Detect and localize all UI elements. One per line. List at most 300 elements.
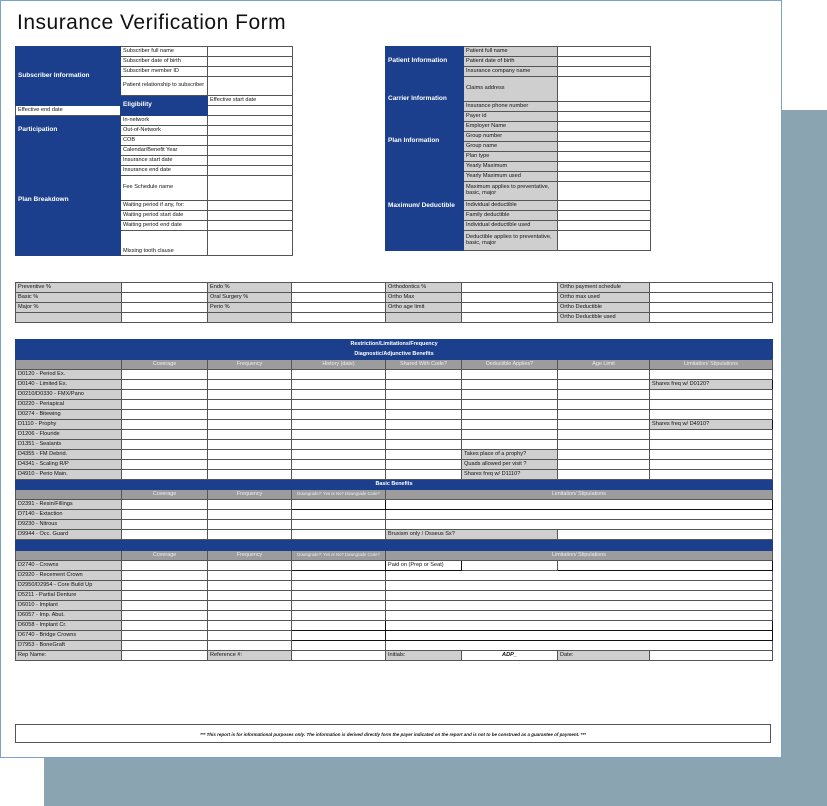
cell-value[interactable]: [208, 520, 292, 530]
pct-label: Major %: [16, 303, 122, 313]
pct-value[interactable]: [650, 303, 773, 313]
field-label: Waiting period start date: [121, 211, 208, 221]
field-value[interactable]: [208, 47, 293, 57]
cell-value[interactable]: [208, 581, 292, 591]
col-header: Coverage: [122, 551, 208, 561]
cell-value[interactable]: [122, 410, 208, 420]
pct-value[interactable]: [462, 293, 558, 303]
eligibility-header: Eligibility: [121, 96, 208, 116]
field-label: Patient date of birth: [464, 57, 558, 67]
cell-value[interactable]: [122, 581, 208, 591]
field-value[interactable]: [208, 231, 293, 256]
limitation-note: Bruxism only / Osseus Sx?: [386, 530, 558, 540]
col-header: Limitation/ Stipulations: [386, 551, 773, 561]
initials-field[interactable]: ADP_: [462, 651, 558, 661]
field-label: Missing tooth clause: [121, 231, 208, 256]
field-value[interactable]: [558, 102, 651, 112]
procedure-code: D1206 - Flouride: [16, 430, 122, 440]
table-row: [16, 611, 773, 621]
col-header: Shared With Code?: [386, 360, 462, 370]
col-header: Frequency: [208, 490, 292, 500]
table-row: [16, 430, 773, 440]
table-row: [16, 631, 773, 641]
table-row: [16, 510, 773, 520]
cell-value[interactable]: [292, 460, 386, 470]
table-row: [16, 440, 773, 450]
cell-value[interactable]: [208, 631, 292, 641]
pct-value[interactable]: [292, 303, 386, 313]
downgrade-cell[interactable]: [292, 561, 386, 571]
col-header: Frequency: [208, 551, 292, 561]
downgrade-cell[interactable]: [292, 581, 386, 591]
downgrade-cell[interactable]: [292, 510, 386, 520]
pct-label: Orthodontics %: [386, 283, 462, 293]
cell-value[interactable]: [208, 641, 292, 651]
cell-value[interactable]: [462, 420, 558, 430]
cell-value: Quads allowed per visit ?: [462, 460, 558, 470]
limitation-cell: Shares freq w/ D0120?: [650, 380, 773, 390]
pct-value[interactable]: [650, 313, 773, 323]
procedure-code: D2920 - Recement Crown: [16, 571, 122, 581]
field-value[interactable]: [208, 211, 293, 221]
cell-value[interactable]: [462, 400, 558, 410]
benefits-table: [15, 339, 773, 661]
cell-value[interactable]: [208, 390, 292, 400]
table-row: [16, 460, 773, 470]
cell-value[interactable]: [122, 601, 208, 611]
field-label: Plan type: [464, 152, 558, 162]
field-value[interactable]: [558, 182, 651, 201]
pct-value[interactable]: [650, 293, 773, 303]
cell-value[interactable]: [208, 500, 292, 510]
field-label: In-network: [121, 116, 208, 126]
percent-table: [15, 282, 773, 323]
limitation-cell[interactable]: [650, 370, 773, 380]
cell-value[interactable]: [122, 510, 208, 520]
table-row: [16, 601, 773, 611]
patient-info-header: Patient Information: [386, 47, 464, 77]
cell-value[interactable]: [558, 430, 650, 440]
field-value[interactable]: [558, 172, 651, 182]
limitation-cell[interactable]: [386, 520, 773, 530]
cell-value[interactable]: [462, 370, 558, 380]
downgrade-cell[interactable]: [292, 601, 386, 611]
col-header: History (date): [292, 360, 386, 370]
field-value[interactable]: [558, 152, 651, 162]
field-value[interactable]: [208, 156, 293, 166]
cell-value[interactable]: [386, 370, 462, 380]
limitation-cell[interactable]: [386, 500, 773, 510]
table-row: [16, 641, 773, 651]
field-label: Maximum applies to preventative, basic, major: [464, 182, 558, 201]
initials-label: Initials:: [386, 651, 462, 661]
field-value[interactable]: [558, 47, 651, 57]
table-row: [16, 380, 773, 390]
field-value[interactable]: [208, 166, 293, 176]
downgrade-cell[interactable]: [292, 520, 386, 530]
cell-value[interactable]: [208, 510, 292, 520]
limitation-cell[interactable]: [650, 450, 773, 460]
cell-value[interactable]: [122, 520, 208, 530]
field-label: Insurance end date: [121, 166, 208, 176]
cell-value[interactable]: [558, 380, 650, 390]
cell-value: Shares freq w/ D1110?: [462, 470, 558, 480]
procedure-code: D5211 - Partial Denture: [16, 591, 122, 601]
field-label: Employer Name: [464, 122, 558, 132]
diagnostic-header: Diagnostic/Adjunctive Benefits: [16, 350, 773, 360]
cell-value[interactable]: [558, 440, 650, 450]
procedure-code: D2740 - Crowns: [16, 561, 122, 571]
pct-value[interactable]: [122, 303, 208, 313]
procedure-code: D6058 - Implant Cr.: [16, 621, 122, 631]
cell-value[interactable]: [292, 390, 386, 400]
restriction-header: Restriction/Limitations/Frequency: [16, 340, 773, 350]
cell-value[interactable]: [292, 400, 386, 410]
cell-value[interactable]: [208, 470, 292, 480]
pct-value[interactable]: [122, 313, 208, 323]
cell-value[interactable]: [386, 470, 462, 480]
table-row: [16, 530, 773, 540]
cell-value[interactable]: [122, 591, 208, 601]
cell-value[interactable]: [292, 380, 386, 390]
table-row: [16, 400, 773, 410]
procedure-code: D6057 - Imp. Abut.: [16, 611, 122, 621]
participation-header: Participation: [16, 116, 121, 146]
limitation-cell[interactable]: [650, 440, 773, 450]
cell-value[interactable]: [386, 440, 462, 450]
procedure-code: D7140 - Extaction: [16, 510, 122, 520]
cell-value[interactable]: [208, 460, 292, 470]
cell-value[interactable]: [558, 460, 650, 470]
procedure-code: D0120 - Period Ex.: [16, 370, 122, 380]
cell-value[interactable]: [462, 380, 558, 390]
cell-value[interactable]: [122, 420, 208, 430]
cell-value[interactable]: [208, 530, 292, 540]
table-row: [16, 561, 773, 571]
cell-value[interactable]: [208, 410, 292, 420]
field-value[interactable]: [208, 201, 293, 211]
cell-value[interactable]: [122, 450, 208, 460]
procedure-code: D0220 - Periapical: [16, 400, 122, 410]
field-value[interactable]: [208, 136, 293, 146]
cell-value[interactable]: [122, 611, 208, 621]
subscriber-table: [15, 46, 293, 256]
limitation-cell[interactable]: [386, 591, 773, 601]
table-row: [16, 450, 773, 460]
form-title: Insurance Verification Form: [17, 11, 287, 34]
rep-name-field[interactable]: [122, 651, 208, 661]
field-value[interactable]: [558, 57, 651, 67]
cell-value[interactable]: [208, 430, 292, 440]
limitation-cell[interactable]: [386, 611, 773, 621]
table-row: [16, 621, 773, 631]
limitation-cell[interactable]: [650, 390, 773, 400]
cell-value[interactable]: [292, 370, 386, 380]
limitation-cell[interactable]: [386, 571, 773, 581]
pct-label: [386, 313, 462, 323]
field-value[interactable]: [558, 231, 651, 251]
cell-value[interactable]: [386, 410, 462, 420]
limitation-cell[interactable]: [386, 621, 773, 631]
pct-label: Perio %: [208, 303, 292, 313]
field-value[interactable]: [558, 201, 651, 211]
cell-value[interactable]: [122, 460, 208, 470]
cell-value[interactable]: [292, 410, 386, 420]
disclaimer: *** This report is for informational purposes only. The information is derived directly form the payer indicated on the report and is not to be construed as a guarantee of payment. ***: [15, 724, 771, 743]
cell-value[interactable]: [122, 370, 208, 380]
downgrade-cell[interactable]: [292, 591, 386, 601]
field-label: Waiting period end date: [121, 221, 208, 231]
field-label: Subscriber member ID: [121, 67, 208, 77]
cell-value[interactable]: [292, 430, 386, 440]
plan-info-header: Plan Information: [386, 122, 464, 162]
cell-value[interactable]: [208, 571, 292, 581]
pct-label: Ortho max used: [558, 293, 650, 303]
plan-breakdown-header: Plan Breakdown: [16, 146, 121, 256]
table-row: [16, 420, 773, 430]
field-value[interactable]: [558, 112, 651, 122]
field-value[interactable]: [558, 67, 651, 77]
pct-label: Ortho age limit: [386, 303, 462, 313]
cell-value[interactable]: [208, 420, 292, 430]
table-row: [16, 500, 773, 510]
cell-value[interactable]: [292, 440, 386, 450]
cell-value[interactable]: [558, 400, 650, 410]
procedure-code: D2391 - Resin/Fillings: [16, 500, 122, 510]
cell-value[interactable]: [386, 390, 462, 400]
reference-field[interactable]: [292, 651, 386, 661]
procedure-code: D0274 - Bitewing: [16, 410, 122, 420]
limitation-cell[interactable]: [386, 641, 773, 651]
limitation-cell[interactable]: [650, 400, 773, 410]
downgrade-cell[interactable]: [292, 530, 386, 540]
field-label: Family deductible: [464, 211, 558, 221]
pct-label: Preventive %: [16, 283, 122, 293]
cell-value[interactable]: [122, 470, 208, 480]
cell-value[interactable]: [558, 561, 773, 571]
cell-value[interactable]: [558, 420, 650, 430]
table-row: [16, 520, 773, 530]
pct-label: Endo %: [208, 283, 292, 293]
pct-label: Ortho Deductible used: [558, 313, 650, 323]
cell-value[interactable]: [462, 410, 558, 420]
limitation-cell[interactable]: [386, 631, 773, 641]
subscriber-info-header: Subscriber Information: [16, 47, 121, 106]
limitation-cell[interactable]: [650, 460, 773, 470]
field-value[interactable]: [558, 162, 651, 172]
pct-value[interactable]: [122, 293, 208, 303]
cell-value[interactable]: [558, 370, 650, 380]
cell-value[interactable]: [208, 601, 292, 611]
pct-value[interactable]: [462, 313, 558, 323]
field-label: Yearly Maximum used: [464, 172, 558, 182]
cell-value[interactable]: [208, 450, 292, 460]
date-label: Date:: [558, 651, 650, 661]
field-value[interactable]: [208, 221, 293, 231]
field-value[interactable]: [208, 126, 293, 136]
basic-benefits-header: Basic Benefits: [16, 480, 773, 490]
downgrade-cell[interactable]: [292, 631, 386, 641]
downgrade-cell[interactable]: [292, 500, 386, 510]
cell-value[interactable]: [386, 400, 462, 410]
field-value[interactable]: [558, 221, 651, 231]
cell-value[interactable]: [208, 561, 292, 571]
field-label: Individual deductible used: [464, 221, 558, 231]
field-value[interactable]: [208, 106, 293, 116]
carrier-info-header: Carrier Information: [386, 77, 464, 122]
cell-value[interactable]: [292, 420, 386, 430]
procedure-code: D6010 - Implant: [16, 601, 122, 611]
field-label: Effective start date: [208, 96, 293, 106]
cell-value[interactable]: [122, 561, 208, 571]
cell-value[interactable]: [208, 440, 292, 450]
table-row: [16, 571, 773, 581]
limitation-cell[interactable]: [386, 581, 773, 591]
cell-value[interactable]: [122, 400, 208, 410]
field-label: Payer id: [464, 112, 558, 122]
cell-value[interactable]: [292, 450, 386, 460]
cell-value[interactable]: [208, 611, 292, 621]
field-label: Insurance company name: [464, 67, 558, 77]
col-header: Downgrade?: Yes or No? Downgrade Code?: [292, 490, 386, 500]
cell-value[interactable]: [462, 440, 558, 450]
cell-value[interactable]: [462, 561, 558, 571]
procedure-code: D7953 - BoneGraft: [16, 641, 122, 651]
cell-value[interactable]: [386, 380, 462, 390]
cell-value[interactable]: [292, 470, 386, 480]
procedure-code: D9230 - Nitrous: [16, 520, 122, 530]
cell-value[interactable]: [122, 530, 208, 540]
field-value[interactable]: [558, 142, 651, 152]
date-field[interactable]: [650, 651, 773, 661]
field-value[interactable]: [558, 122, 651, 132]
field-value[interactable]: [558, 211, 651, 221]
limitation-note: Paid on (Prep or Seat): [386, 561, 462, 571]
field-value[interactable]: [208, 57, 293, 67]
reference-label: Reference #:: [208, 651, 292, 661]
table-row: [16, 370, 773, 380]
cell-value[interactable]: [122, 500, 208, 510]
pct-label: Oral Surgery %: [208, 293, 292, 303]
cell-value[interactable]: [122, 430, 208, 440]
pct-label: [208, 313, 292, 323]
field-value[interactable]: [208, 77, 293, 96]
pct-value[interactable]: [462, 303, 558, 313]
col-header: Age Limit: [558, 360, 650, 370]
limitation-cell[interactable]: [650, 470, 773, 480]
field-value[interactable]: [558, 77, 651, 102]
cell-value[interactable]: [122, 440, 208, 450]
cell-value[interactable]: [122, 621, 208, 631]
procedure-code: D4355 - FM Debrid.: [16, 450, 122, 460]
cell-value[interactable]: [386, 450, 462, 460]
procedure-code: D6740 - Bridge Crowns: [16, 631, 122, 641]
field-value[interactable]: [208, 176, 293, 201]
cell-value[interactable]: [122, 380, 208, 390]
pct-value[interactable]: [292, 293, 386, 303]
pct-label: Basic %: [16, 293, 122, 303]
table-row: [16, 581, 773, 591]
cell-value[interactable]: [558, 410, 650, 420]
limitation-cell[interactable]: [386, 510, 773, 520]
pct-label: Ortho payment schedule: [558, 283, 650, 293]
procedure-code: D9944 - Occ. Guard: [16, 530, 122, 540]
downgrade-cell[interactable]: [292, 641, 386, 651]
cell-value[interactable]: [558, 530, 773, 540]
field-label: Calendar/Benefit Year: [121, 146, 208, 156]
cell-value[interactable]: [122, 390, 208, 400]
table-row: [16, 591, 773, 601]
cell-value[interactable]: [558, 450, 650, 460]
cell-value[interactable]: [386, 430, 462, 440]
cell-value[interactable]: [462, 430, 558, 440]
field-value[interactable]: [208, 146, 293, 156]
cell-value[interactable]: [208, 591, 292, 601]
field-value[interactable]: [208, 67, 293, 77]
col-header: Downgrade?: Yes or No? Downgrade Code?: [292, 551, 386, 561]
limitation-cell[interactable]: [386, 601, 773, 611]
procedure-code: D4910 - Perio Main.: [16, 470, 122, 480]
pct-value[interactable]: [292, 283, 386, 293]
limitation-cell[interactable]: [650, 430, 773, 440]
col-header: Limitation/ Stipulations: [386, 490, 773, 500]
cell-value[interactable]: [122, 641, 208, 651]
cell-value[interactable]: [122, 571, 208, 581]
col-header: Frequency: [208, 360, 292, 370]
field-label: Waiting period if any, for:: [121, 201, 208, 211]
pct-value[interactable]: [650, 283, 773, 293]
pct-label: Ortho Deductible: [558, 303, 650, 313]
table-row: [16, 410, 773, 420]
pct-value[interactable]: [292, 313, 386, 323]
field-label: Patient full name: [464, 47, 558, 57]
downgrade-cell[interactable]: [292, 611, 386, 621]
field-label: Out-of-Network: [121, 126, 208, 136]
procedure-code: D1351 - Sealants: [16, 440, 122, 450]
field-value[interactable]: [558, 132, 651, 142]
max-deductible-header: Maximum/ Deductible: [386, 162, 464, 251]
cell-value[interactable]: [558, 390, 650, 400]
field-label: Insurance start date: [121, 156, 208, 166]
pct-value[interactable]: [122, 283, 208, 293]
field-value[interactable]: [208, 116, 293, 126]
cell-value[interactable]: [122, 631, 208, 641]
pct-value[interactable]: [462, 283, 558, 293]
col-header: Deductible Applies?: [462, 360, 558, 370]
cell-value[interactable]: [558, 470, 650, 480]
limitation-cell[interactable]: [650, 410, 773, 420]
col-header: Coverage: [122, 490, 208, 500]
downgrade-cell[interactable]: [292, 621, 386, 631]
cell-value[interactable]: [208, 370, 292, 380]
cell-value[interactable]: [462, 390, 558, 400]
field-label: Claims address: [464, 77, 558, 102]
rep-name-label: Rep Name:: [16, 651, 122, 661]
field-label: Fee Schedule name: [121, 176, 208, 201]
cell-value[interactable]: [386, 420, 462, 430]
cell-value[interactable]: [208, 380, 292, 390]
major-benefits-header: [16, 540, 773, 551]
cell-value[interactable]: [208, 621, 292, 631]
field-label: Group number: [464, 132, 558, 142]
field-label: Individual deductible: [464, 201, 558, 211]
cell-value: Takes place of a prophy?: [462, 450, 558, 460]
cell-value[interactable]: [386, 460, 462, 470]
downgrade-cell[interactable]: [292, 571, 386, 581]
field-label: Subscriber full name: [121, 47, 208, 57]
pct-label: [16, 313, 122, 323]
cell-value[interactable]: [208, 400, 292, 410]
